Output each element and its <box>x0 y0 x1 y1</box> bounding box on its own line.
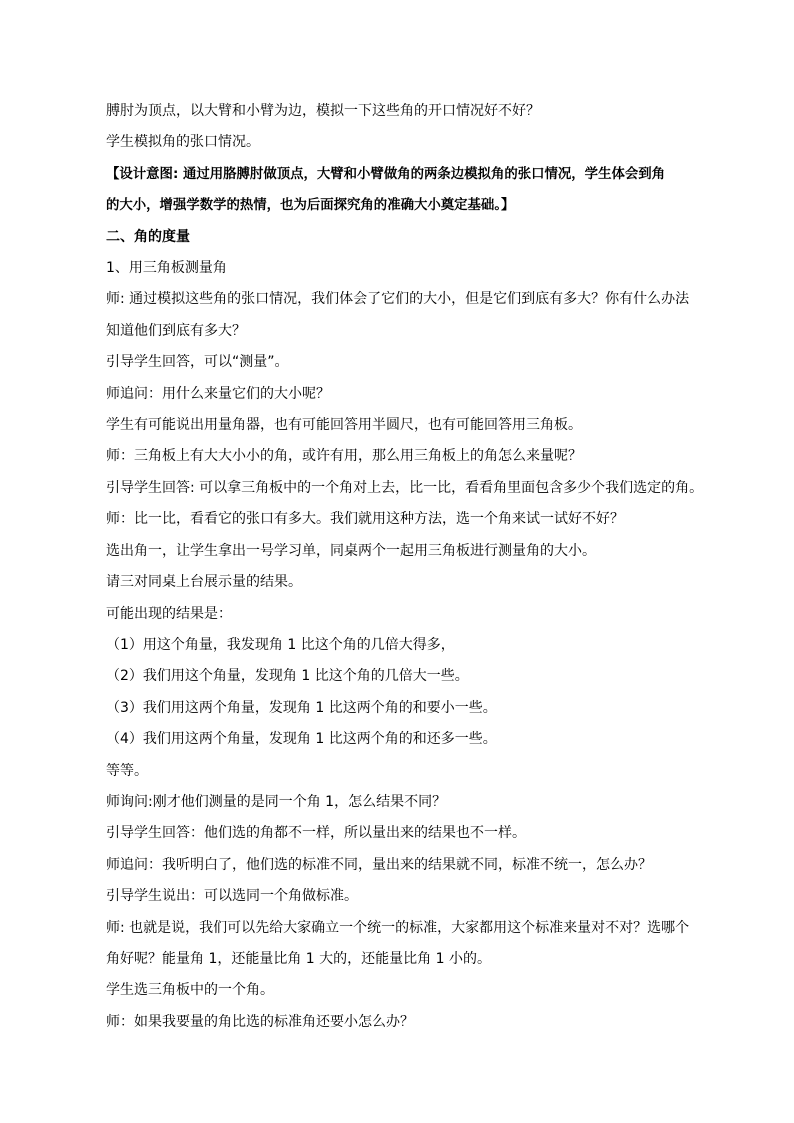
paragraph-line: 学生模拟角的张口情况。 <box>106 134 260 151</box>
paragraph-line: 师询问:刚才他们测量的是同一个角 1，怎么结果不同？ <box>106 793 447 810</box>
paragraph-line: 可能出现的结果是： <box>106 605 232 622</box>
paragraph-line: 师：三角板上有大大小小的角，或许有用，那么用三角板上的角怎么来量呢？ <box>106 448 582 465</box>
paragraph-line: 引导学生说出：可以选同一个角做标准。 <box>106 888 358 905</box>
list-item: （2）我们用这个角量，发现角 1 比这个角的几倍大一些。 <box>106 668 469 685</box>
paragraph-line: 选出角一，让学生拿出一号学习单，同桌两个一起用三角板进行测量角的大小。 <box>106 542 596 559</box>
list-item: （1）用这个角量，我发现角 1 比这个角的几倍大得多， <box>106 636 455 653</box>
paragraph-line: 学生有可能说出用量角器，也有可能回答用半圆尺，也有可能回答用三角板。 <box>106 417 582 434</box>
paragraph-line: 请三对同桌上台展示量的结果。 <box>106 574 302 591</box>
paragraph-line: 引导学生回答，可以“测量”。 <box>106 354 289 371</box>
paragraph-line: 引导学生回答：他们选的角都不一样，所以量出来的结果也不一样。 <box>106 825 526 842</box>
paragraph-line: 师: 也就是说，我们可以先给大家确立一个统一的标准，大家都用这个标准来量对不对？选哪个 <box>106 919 690 936</box>
list-item: （4）我们用这两个角量，发现角 1 比这两个角的和还多一些。 <box>106 731 497 748</box>
paragraph-line: 师追问：我听明白了，他们选的标准不同，量出来的结果就不同，标准不统一，怎么办？ <box>106 856 652 873</box>
paragraph-line: 师: 通过模拟这些角的张口情况，我们体会了它们的大小，但是它们到底有多大？你有什么办法 <box>106 291 690 308</box>
section-heading: 二、角的度量 <box>106 228 190 245</box>
design-intent-line: 【设计意图: 通过用胳膊肘做顶点，大臂和小臂做角的两条边模拟角的张口情况，学生体会到角 <box>106 166 666 182</box>
document-page <box>106 96 704 1038</box>
paragraph-line: 知道他们到底有多大？ <box>106 322 246 339</box>
list-item: （3）我们用这两个角量，发现角 1 比这两个角的和要小一些。 <box>106 699 497 716</box>
subsection-heading: 1、用三角板测量角 <box>106 260 227 277</box>
paragraph-line: 师追问：用什么来量它们的大小呢？ <box>106 385 330 402</box>
design-intent-line: 的大小，增强学数学的热情，也为后面探究角的准确大小奠定基础。】 <box>106 198 515 214</box>
paragraph-line: 学生选三角板中的一个角。 <box>106 982 274 999</box>
paragraph-line: 膊肘为顶点，以大臂和小臂为边，模拟一下这些角的开口情况好不好？ <box>106 103 540 119</box>
paragraph-line: 等等。 <box>106 762 148 779</box>
paragraph-line: 师：如果我要量的角比选的标准角还要小怎么办？ <box>106 1013 414 1030</box>
paragraph-line: 师：比一比，看看它的张口有多大。我们就用这种方法，选一个角来试一试好不好？ <box>106 511 624 528</box>
paragraph-line: 引导学生回答: 可以拿三角板中的一个角对上去，比一比，看看角里面包含多少个我们选定的角。 <box>106 479 704 496</box>
paragraph-line: 角好呢？能量角 1，还能量比角 1 大的，还能量比角 1 小的。 <box>106 950 491 967</box>
